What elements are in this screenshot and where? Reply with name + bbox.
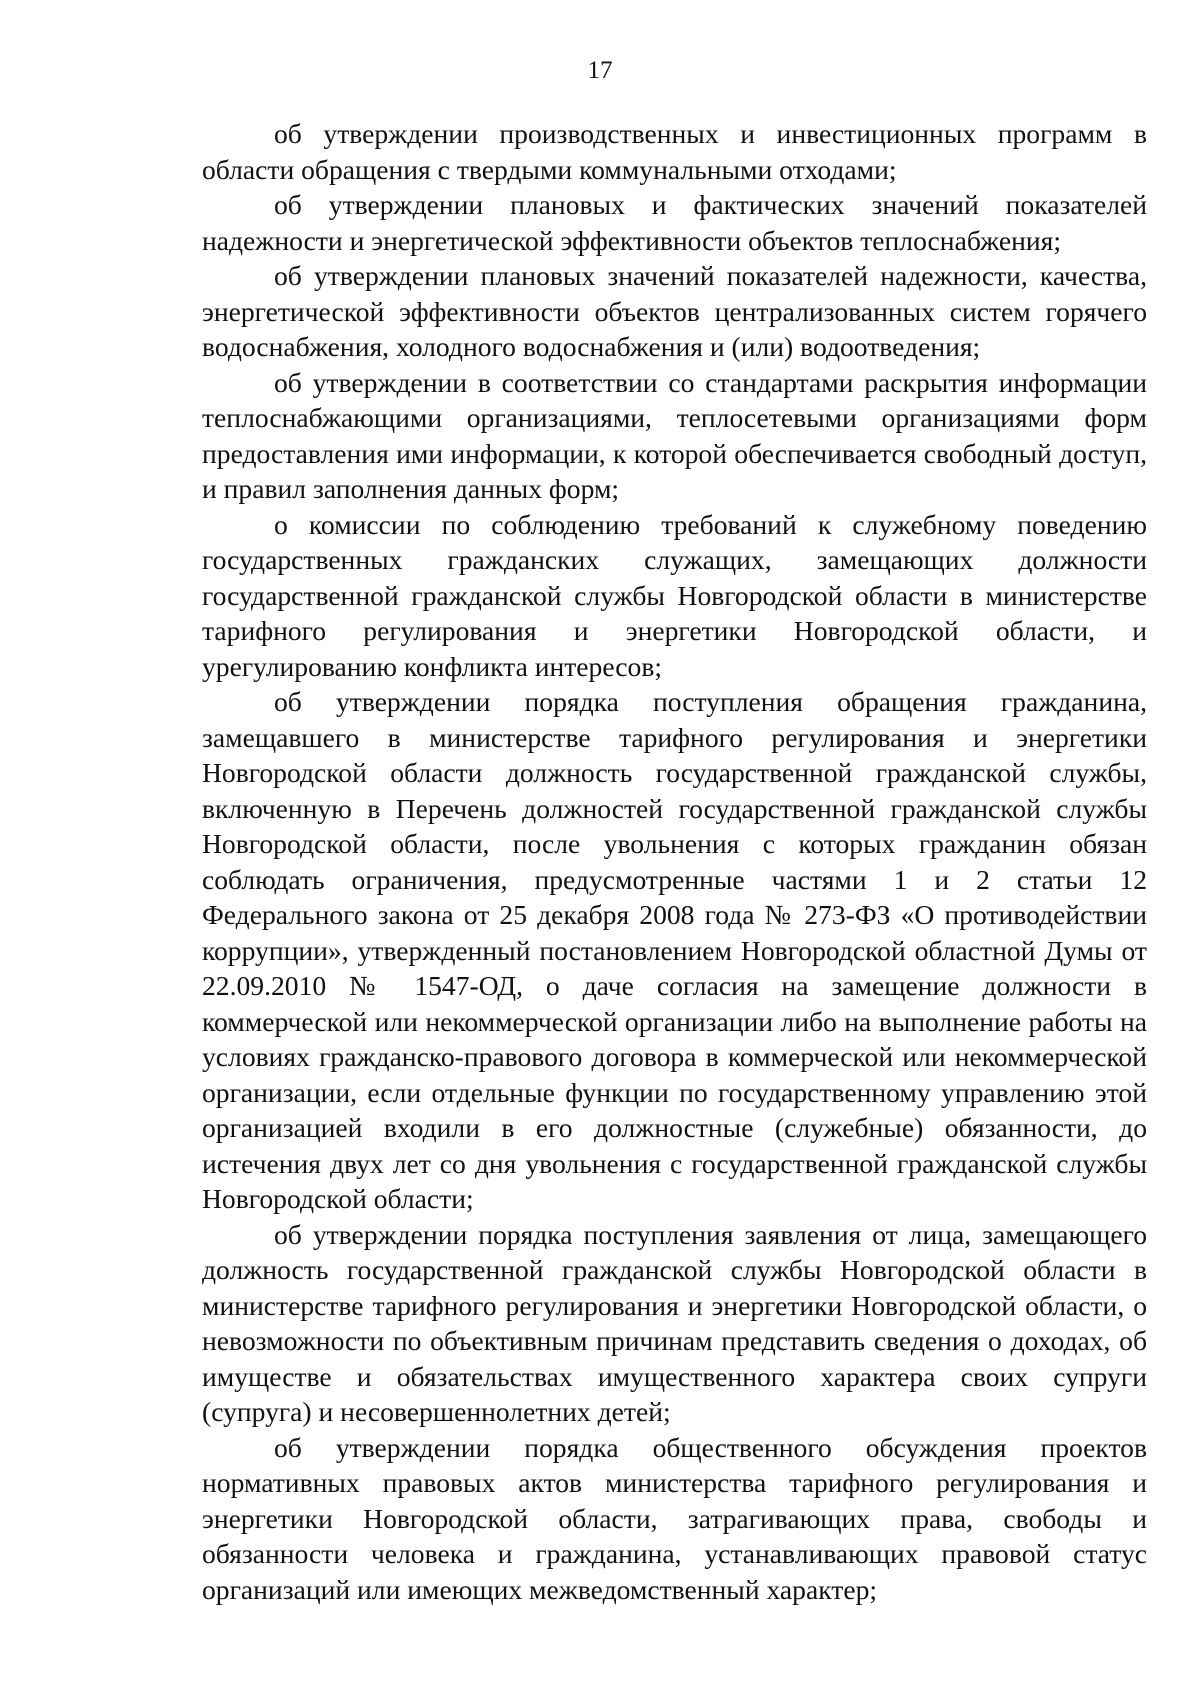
page-number: 17 [587, 57, 613, 84]
paragraph-2: об утверждении плановых и фактических значений показателей надежности и энергетической эффективности объектов теплоснабжения; [202, 189, 1147, 256]
paragraph-6: об утверждении порядка поступления обращения гражданина, замещавшего в министерстве тарифного регулирования и энергетики Новгородской области должность государственной гражданской службы, включенную в Перечень должностей государственной гражданской службы Новгородской области, после увольнения с которых гражданин обязан соблюдать ограничения, предусмотренные частями 1 и 2 статьи 12 Федерального закона от 25 декабря 2008 года № 273-ФЗ «О противодействии коррупции», утвержденный постановлением Новгородской областной Думы от 22.09.2010 № 1547-ОД, о даче согласия на замещение должности в коммерческой или некоммерческой организации либо на выполнение работы на условиях гражданско-правового договора в коммерческой или некоммерческой организации, если отдельные функции по государственному управлению этой организацией входили в его должностные (служебные) обязанности, до истечения двух лет со дня увольнения с государственной гражданской службы Новгородской области; [202, 686, 1147, 1214]
paragraph-5: о комиссии по соблюдению требований к служебному поведению государственных гражданских служащих, замещающих должности государственной гражданской службы Новгородской области в министерстве тарифного регулирования и энергетики Новгородской области, и урегулированию конфликта интересов; [202, 508, 1147, 682]
document-body [202, 116, 1147, 1607]
paragraph-1: об утверждении производственных и инвестиционных программ в области обращения с твердыми коммунальными отходами; [202, 118, 1147, 185]
paragraph-8: об утверждении порядка общественного обсуждения проектов нормативных правовых актов министерства тарифного регулирования и энергетики Новгородской области, затрагивающих права, свободы и обязанности человека и гражданина, устанавливающих правовой статус организаций или имеющих межведомственный характер; [202, 1431, 1147, 1605]
paragraph-3: об утверждении плановых значений показателей надежности, качества, энергетической эффективности объектов централизованных систем горячего водоснабжения, холодного водоснабжения и (или) водоотведения; [202, 260, 1147, 362]
paragraph-4: об утверждении в соответствии со стандартами раскрытия информации теплоснабжающими организациями, теплосетевыми организациями форм предоставления ими информации, к которой обеспечивается свободный доступ, и правил заполнения данных форм; [202, 366, 1147, 504]
paragraph-7: об утверждении порядка поступления заявления от лица, замещающего должность государственной гражданской службы Новгородской области в министерстве тарифного регулирования и энергетики Новгородской области, о невозможности по объективным причинам представить сведения о доходах, об имуществе и обязательствах имущественного характера своих супруги (супруга) и несовершеннолетних детей; [202, 1218, 1147, 1427]
